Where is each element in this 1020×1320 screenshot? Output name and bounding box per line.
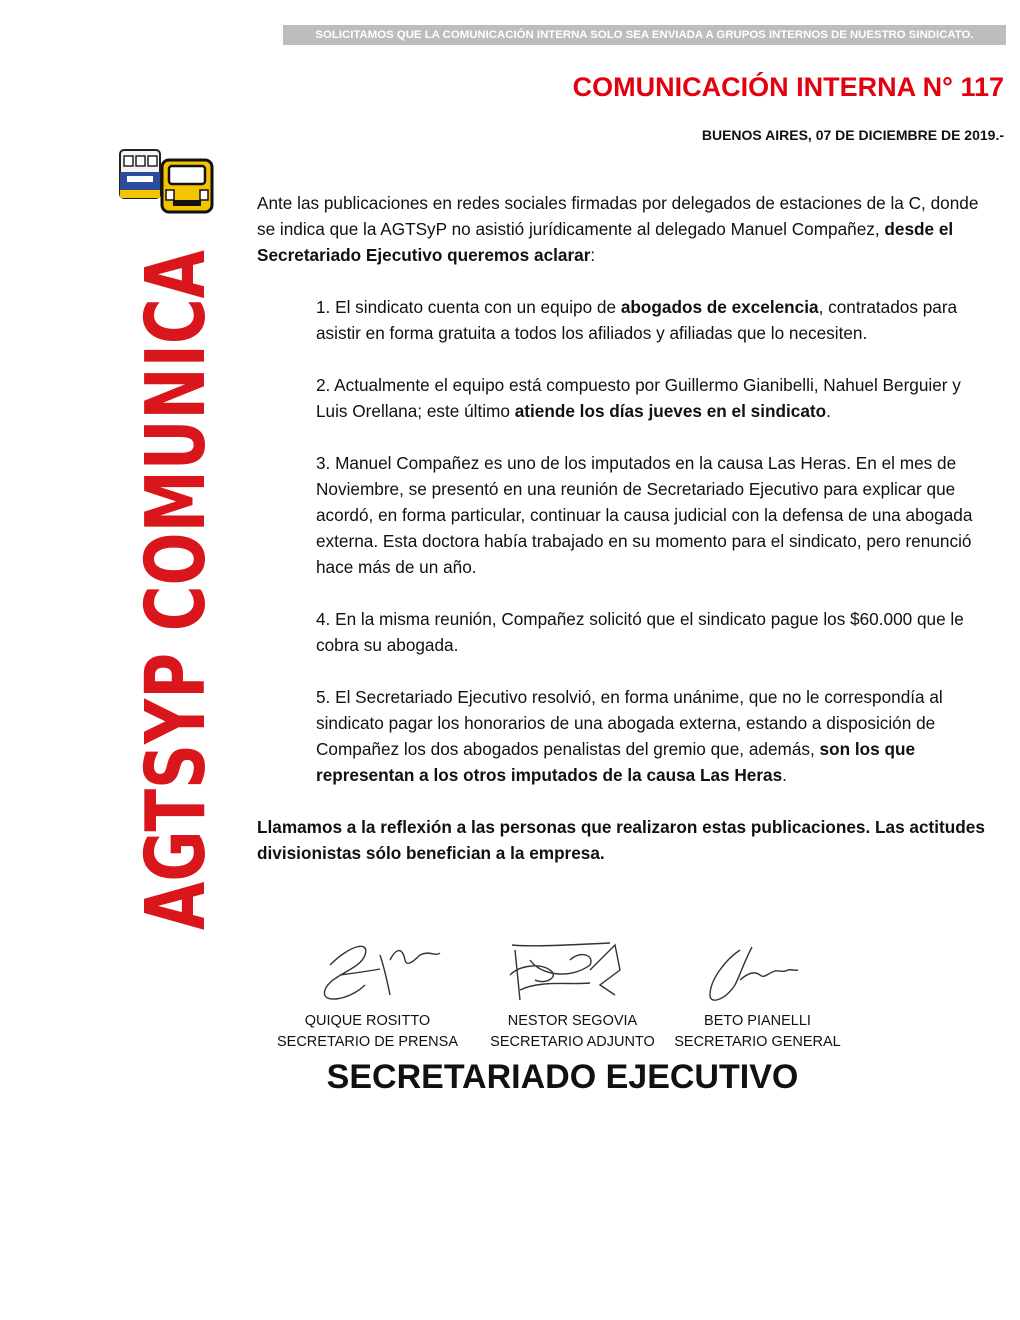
signatory-role: SECRETARIO GENERAL xyxy=(674,1034,841,1050)
list-item: 3. Manuel Compañez es uno de los imputados en la causa Las Heras. En el mes de Noviembre, se presentó en una reunión de Secretariado Ejecutivo para explicar que acordó, en forma particular, continuar la causa judicial con la defensa de una abogada externa. Esta doctora había trabajado en su momento para el sindicato, pero renunció hace más de un año. xyxy=(316,453,973,577)
distribution-notice-banner: SOLICITAMOS QUE LA COMUNICACIÓN INTERNA SOLO SEA ENVIADA A GRUPOS INTERNOS DE NUESTRO SINDICATO. xyxy=(283,25,1006,45)
signatory-role: SECRETARIO DE PRENSA xyxy=(276,1034,459,1050)
signatory xyxy=(475,1011,670,1053)
signatory-name: NESTOR SEGOVIA xyxy=(507,1013,638,1029)
signatory-name: QUIQUE ROSITTO xyxy=(304,1013,431,1029)
letter-body xyxy=(257,190,997,866)
footer-signature-block: SECRETARIADO EJECUTIVO xyxy=(326,1058,799,1096)
signatory xyxy=(660,1011,855,1053)
list-item: 2. Actualmente el equipo está compuesto por Guillermo Gianibelli, Nahuel Berguier y Luis Orellana; este último atiende los días jueves en el sindicato. xyxy=(316,375,961,421)
signatory-name: BETO PIANELLI xyxy=(704,1013,811,1029)
document-title: COMUNICACIÓN INTERNA N° 117 xyxy=(572,72,1004,102)
list-item: 5. El Secretariado Ejecutivo resolvió, en forma unánime, que no le correspondía al sindicato pagar los honorarios de una abogada externa, estando a disposición de Compañez los dos abogados penalistas del gremio que, además, son los que representan a los otros imputados de la causa Las Heras. xyxy=(316,687,943,785)
agtsyp-comunica-logo-text xyxy=(126,36,224,934)
signatory-role: SECRETARIO ADJUNTO xyxy=(490,1034,655,1050)
intro-paragraph: Ante las publicaciones en redes sociales firmadas por delegados de estaciones de la C, donde se indica que la AGTSyP no asistió jurídicamente al delegado Manuel Compañez, desde el Secretariado Ejecutivo queremos aclarar: xyxy=(257,193,979,265)
signature-rosotto xyxy=(324,946,440,999)
closing-paragraph: Llamamos a la reflexión a las personas que realizaron estas publicaciones. Las actitudes divisionistas sólo benefician a la empresa. xyxy=(257,817,985,863)
signatures xyxy=(270,935,860,1010)
list-item: 4. En la misma reunión, Compañez solicitó que el sindicato pague los $60.000 que le cobra su abogada. xyxy=(316,609,964,655)
list-item: 1. El sindicato cuenta con un equipo de abogados de excelencia, contratados para asistir en forma gratuita a todos los afiliados y afiliadas que lo necesiten. xyxy=(316,297,958,343)
document-date: BUENOS AIRES, 07 DE DICIEMBRE DE 2019.- xyxy=(701,127,1004,143)
signature-pianelli xyxy=(710,947,798,1000)
signature-segovia xyxy=(510,943,620,1000)
signatory xyxy=(270,1011,465,1053)
svg-text:AGTSYP COMUNICA: AGTSYP COMUNICA xyxy=(129,36,224,930)
